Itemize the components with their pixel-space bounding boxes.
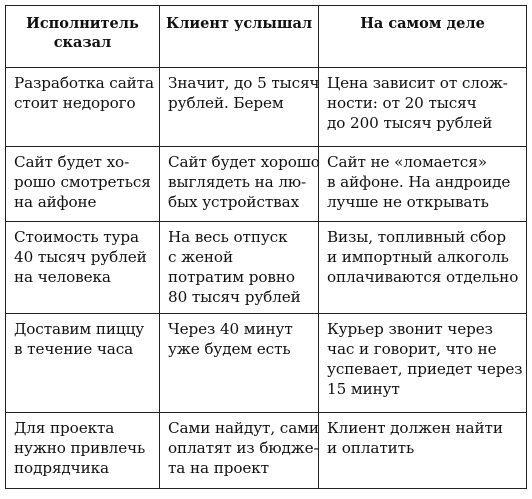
cell-line: Визы, топливный сбор	[327, 228, 506, 246]
cell-line: Доставим пиццу	[14, 320, 145, 338]
cell-line: ности: от 20 тысяч	[327, 94, 477, 112]
cell-line: в айфоне. На андроиде	[327, 173, 511, 191]
header-line: На самом деле	[360, 15, 485, 32]
cell-line: и импортный алкоголь	[327, 248, 509, 266]
cell-reality	[319, 413, 527, 489]
cell-line: Клиент должен найти	[327, 419, 503, 437]
cell-line: стоит недорого	[14, 94, 136, 112]
cell-line: оплачиваются отдельно	[327, 268, 519, 286]
cell-line: подрядчика	[14, 459, 109, 477]
cell-line: выглядеть на лю-	[168, 173, 307, 191]
cell-reality	[319, 147, 527, 222]
header-cell-reality	[319, 6, 527, 68]
cell-line: рошо смотреться	[14, 173, 151, 191]
cell-heard	[160, 314, 319, 413]
table-row	[6, 147, 527, 222]
cell-line: на айфоне	[14, 193, 97, 211]
cell-line: на человека	[14, 268, 111, 286]
cell-line: Стоимость тура	[14, 228, 139, 246]
header-line: сказал	[53, 34, 112, 51]
cell-line: 40 тысяч рублей	[14, 248, 147, 266]
cell-line: 15 минут	[327, 380, 400, 398]
comparison-table	[5, 5, 527, 489]
header-line: Исполнитель	[26, 15, 139, 32]
cell-line: рублей. Берем	[168, 94, 284, 112]
cell-line: оплатят из бюдже-	[168, 439, 319, 457]
cell-line: Курьер звонит через	[327, 320, 493, 338]
cell-line: Значит, до 5 тысяч	[168, 74, 320, 92]
cell-line: нужно привлечь	[14, 439, 146, 457]
header-row	[6, 6, 527, 68]
cell-line: Сайт будет хо-	[14, 153, 130, 171]
cell-heard	[160, 147, 319, 222]
cell-line: Сами найдут, сами	[168, 419, 319, 437]
cell-line: Для проекта	[14, 419, 115, 437]
cell-line: Разработка сайта	[14, 74, 154, 92]
table-row	[6, 222, 527, 314]
header-cell-heard	[160, 6, 319, 68]
cell-said	[6, 147, 160, 222]
cell-line: до 200 тысяч рублей	[327, 114, 493, 132]
cell-line: Сайт будет хорошо	[168, 153, 320, 171]
cell-line: Через 40 минут	[168, 320, 293, 338]
cell-line: потратим ровно	[168, 268, 295, 286]
cell-line: час и говорит, что не	[327, 340, 497, 358]
header-line: Клиент услышал	[166, 15, 313, 32]
table-row	[6, 413, 527, 489]
table-header	[6, 6, 527, 68]
header-cell-said	[6, 6, 160, 68]
cell-line: лучше не открывать	[327, 193, 489, 211]
cell-line: На весь отпуск	[168, 228, 288, 246]
cell-line: бых устройствах	[168, 193, 300, 211]
table-row	[6, 68, 527, 147]
table-body	[6, 68, 527, 489]
cell-said	[6, 314, 160, 413]
table-row	[6, 314, 527, 413]
cell-reality	[319, 222, 527, 314]
cell-heard	[160, 68, 319, 147]
cell-line: Сайт не «ломается»	[327, 153, 487, 171]
cell-said	[6, 68, 160, 147]
cell-line: успевает, приедет через	[327, 360, 523, 378]
cell-reality	[319, 314, 527, 413]
cell-said	[6, 413, 160, 489]
cell-line: и оплатить	[327, 439, 415, 457]
cell-line: в течение часа	[14, 340, 134, 358]
cell-line: с женой	[168, 248, 233, 266]
cell-line: 80 тысяч рублей	[168, 288, 301, 306]
cell-heard	[160, 413, 319, 489]
cell-line: Цена зависит от слож-	[327, 74, 508, 92]
cell-line: та на проект	[168, 459, 269, 477]
cell-reality	[319, 68, 527, 147]
cell-said	[6, 222, 160, 314]
cell-line: уже будем есть	[168, 340, 291, 358]
cell-heard	[160, 222, 319, 314]
